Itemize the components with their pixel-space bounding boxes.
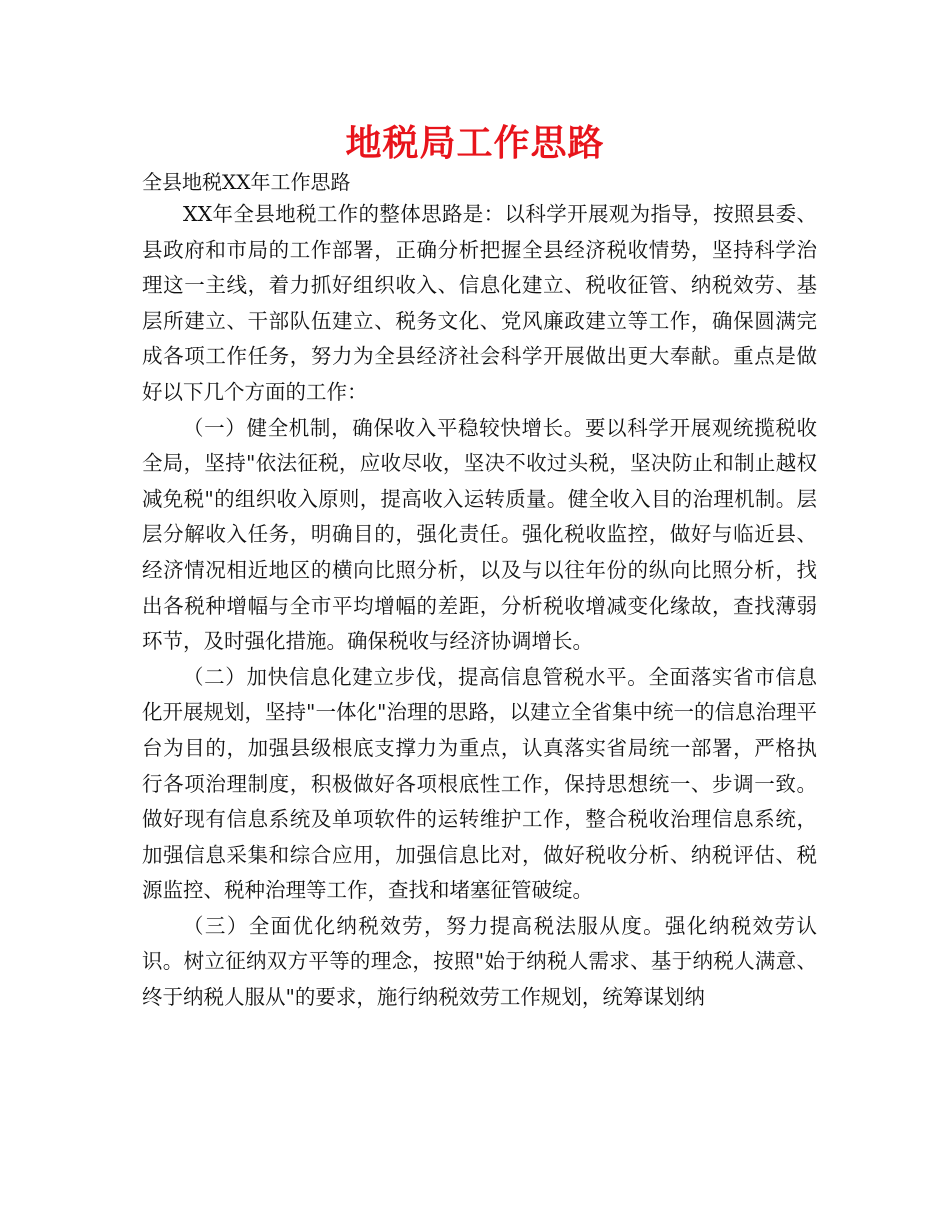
document-body	[142, 197, 817, 1016]
paragraph-section-2: （二）加快信息化建立步伐，提高信息管税水平。全面落实省市信息化开展规划，坚持"一体化"治理的思路，以建立全省集中统一的信息治理平台为目的，加强县级根底支撑力为重点，认真落实省局统一部署，严格执行各项治理制度，积极做好各项根底性工作，保持思想统一、步调一致。做好现有信息系统及单项软件的运转维护工作，整合税收治理信息系统，加强信息采集和综合应用，加强信息比对，做好税收分析、纳税评估、税源监控、税种治理等工作，查找和堵塞征管破绽。	[142, 664, 817, 903]
paragraph-section-3: （三）全面优化纳税效劳，努力提高税法服从度。强化纳税效劳认识。树立征纳双方平等的理念，按照"始于纳税人需求、基于纳税人满意、终于纳税人服从"的要求，施行纳税效劳工作规划，统筹谋划纳	[142, 913, 817, 1010]
paragraph-overview: XX年全县地税工作的整体思路是：以科学开展观为指导，按照县委、县政府和市局的工作部署，正确分析把握全县经济税收情势，坚持科学治理这一主线，着力抓好组织收入、信息化建立、税收征管、纳税效劳、基层所建立、干部队伍建立、税务文化、党风廉政建立等工作，确保圆满完成各项工作任务，努力为全县经济社会科学开展做出更大奉献。重点是做好以下几个方面的工作：	[142, 202, 817, 404]
document-subtitle: 全县地税XX年工作思路	[142, 170, 351, 194]
document-title: 地税局工作思路	[345, 123, 605, 164]
paragraph-section-1: （一）健全机制，确保收入平稳较快增长。要以科学开展观统揽税收全局，坚持"依法征税，应收尽收，坚决不收过头税，坚决防止和制止越权减免税"的组织收入原则，提高收入运转质量。健全收入目的治理机制。层层分解收入任务，明确目的，强化责任。强化税收监控，做好与临近县、经济情况相近地区的横向比照分析，以及与以往年份的纵向比照分析，找出各税种增幅与全市平均增幅的差距，分析税收增减变化缘故，查找薄弱环节，及时强化措施。确保税收与经济协调增长。	[142, 415, 817, 654]
